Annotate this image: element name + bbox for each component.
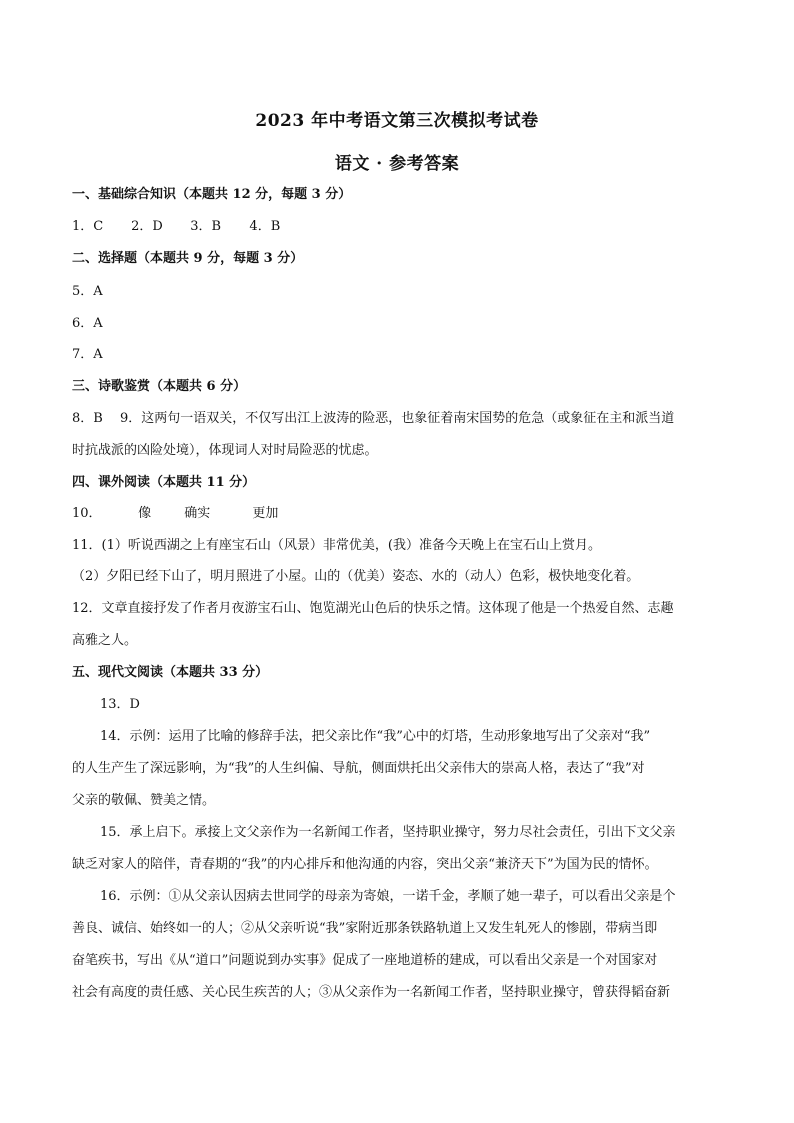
section-5-heading: 五、现代文阅读（本题共 33 分） (72, 665, 269, 680)
answer-q14-line2: 的人生产生了深远影响，为“我”的人生纠偏、导航，侧面烘托出父亲伟大的崇高人格，表达了“我”对 (72, 761, 645, 776)
answer-q15-line2: 缺乏对家人的陪伴，青春期的“我”的内心排斥和他沟通的内容，突出父亲“兼济天下”为国为民的情怀。 (72, 857, 658, 872)
answer-q11-line2: （2）夕阳已经下山了，明月照进了小屋。山的（优美）姿态、水的（动人）色彩，极快地变化着。 (72, 569, 640, 584)
answer-q10 (72, 505, 724, 523)
answer-q1: 1．C (72, 219, 104, 234)
answer-q12-line1: 12．文章直接抒发了作者月夜游宝石山、饱览湖光山色后的快乐之情。这体现了他是一个热爱自然、志趣 (72, 601, 674, 616)
section-2-heading: 二、选择题（本题共 9 分，每题 3 分） (72, 251, 304, 266)
answer-q8-q9-line1: 8．B 9．这两句一语双关，不仅写出江上波涛的险恶，也象征着南宋国势的危急（或象征在主和派当道 (72, 411, 675, 426)
answer-q11-line1: 11．(1）听说西湖之上有座宝石山（风景）非常优美，(我）准备今天晚上在宝石山上赏月。 (72, 538, 601, 553)
answer-q10-word-3: 更加 (252, 506, 279, 521)
section-1-answers (72, 218, 724, 236)
answer-q14-line3: 父亲的敬佩、赞美之情。 (72, 793, 216, 808)
answer-q15-line1: 15．承上启下。承接上文父亲作为一名新闻工作者，坚持职业操守，努力尽社会责任，引出下文父亲 (100, 825, 676, 840)
document-title: 2023 年中考语文第三次模拟考试卷 (255, 111, 539, 131)
answer-q5: 5．A (72, 284, 103, 299)
answer-q16-line1: 16．示例：①从父亲认因病去世同学的母亲为寄娘，一诺千金，孝顺了她一辈子，可以看出父亲是个 (100, 889, 676, 904)
answer-q16-line4: 社会有高度的责任感、关心民生疾苦的人；③从父亲作为一名新闻工作者，坚持职业操守，曾获得韬奋新 (72, 985, 671, 1000)
answer-q7: 7．A (72, 347, 103, 362)
answer-q14-line1: 14．示例：运用了比喻的修辞手法，把父亲比作“我”心中的灯塔，生动形象地写出了父亲对“我” (100, 729, 651, 744)
answer-q16-line3: 奋笔疾书，写出《从“道口”问题说到办实事》促成了一座地道桥的建成，可以看出父亲是一个对国家对 (72, 953, 658, 968)
answer-q3: 3．B (190, 219, 222, 234)
answer-q2: 2．D (131, 219, 163, 234)
answer-q9-line2: 时抗战派的凶险处境），体现词人对时局险恶的忧虑。 (72, 443, 378, 458)
answer-q16-line2: 善良、诚信、始终如一的人；②从父亲听说“我”家附近那条铁路轨道上又发生轧死人的惨剧，带病当即 (72, 921, 658, 936)
section-1-heading: 一、基础综合知识（本题共 12 分，每题 3 分） (72, 187, 352, 202)
answer-q4: 4．B (249, 219, 281, 234)
answer-q10-word-2: 确实 (184, 506, 211, 521)
section-4-heading: 四、课外阅读（本题共 11 分） (72, 475, 256, 490)
answer-q10-word-1: 像 (138, 506, 152, 521)
answer-q13: 13．D (100, 697, 140, 712)
section-3-heading: 三、诗歌鉴赏（本题共 6 分） (72, 379, 247, 394)
document-subtitle: 语文 · 参考答案 (334, 154, 460, 174)
answer-q6: 6．A (72, 316, 103, 331)
answer-q10-number: 10． (72, 506, 102, 521)
answer-q12-line2: 高雅之人。 (72, 633, 138, 648)
